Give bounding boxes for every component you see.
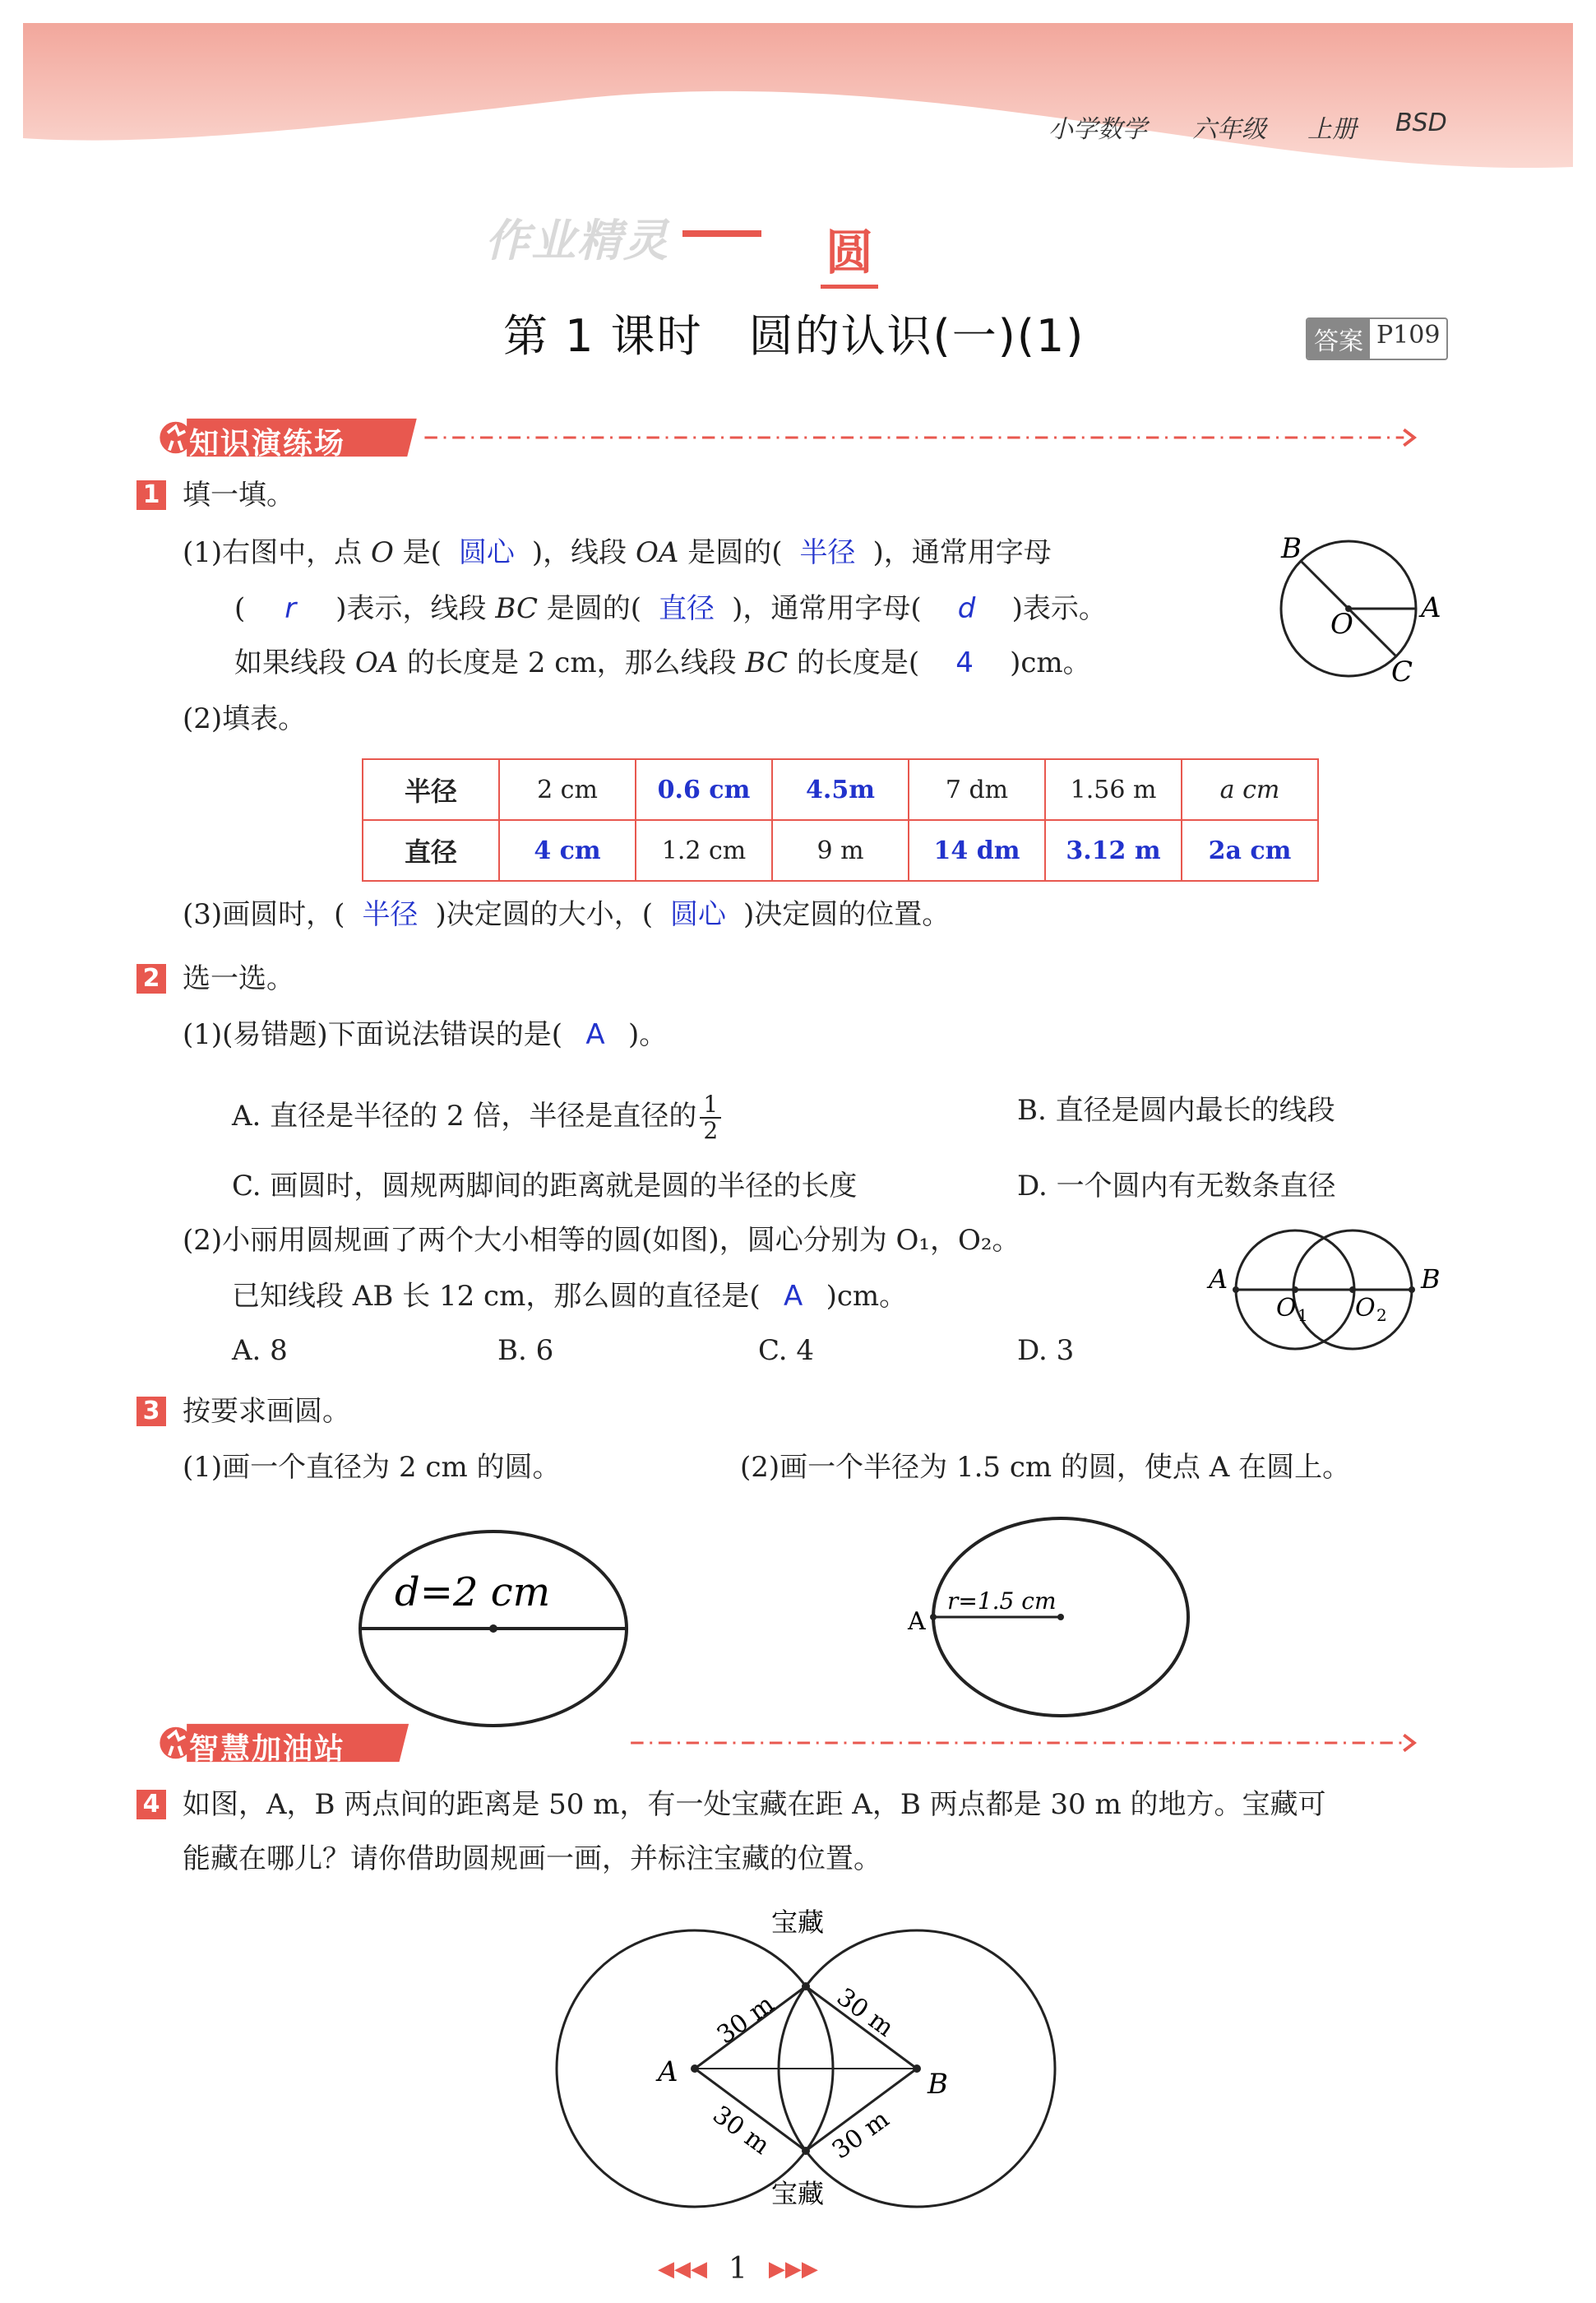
label-o1-sub: 1 [1298, 1305, 1308, 1325]
header-volume: 上册 [1307, 115, 1357, 144]
option-a: A. 8 [232, 1334, 288, 1367]
distance-label: 30 m [826, 2105, 895, 2166]
drawn-circle-diameter [349, 1522, 645, 1727]
label-a: A [908, 1607, 926, 1636]
row-header: 半径 [363, 759, 499, 820]
option-c: C. 画圆时，圆规两脚间的距离就是圆的半径的长度 [232, 1170, 858, 1202]
option-c: C. 4 [758, 1334, 815, 1367]
answer-blank: A [585, 1018, 605, 1051]
answer-page: P109 [1376, 321, 1441, 350]
label-o2: O [1355, 1294, 1376, 1323]
answer-blank: A [783, 1280, 803, 1313]
lesson-title: 第 1 课时 圆的认识(一)(1) [503, 310, 1085, 362]
answer-label: 答案 [1307, 319, 1370, 359]
answer-blank: r [285, 592, 297, 625]
page-footer [658, 2252, 818, 2286]
radius-label: r=1.5 cm [947, 1587, 1057, 1615]
unit-title: 圆 [821, 212, 878, 289]
table-cell: 2 cm [499, 759, 636, 820]
table-cell-answer: 4.5m [772, 759, 909, 820]
q3-p2: (2)画一个半径为 1.5 cm 的圆，使点 A 在圆上。 [740, 1451, 1351, 1484]
answer-blank: d [957, 592, 976, 625]
table-cell: 9 m [772, 820, 909, 881]
answer-blank: 圆心 [669, 898, 726, 931]
circle-figure-obc [1266, 526, 1455, 691]
header-subject: 小学数学 [1048, 115, 1147, 144]
answer-reference [1306, 317, 1448, 360]
nav-left-icon: ◀◀◀ [658, 2256, 707, 2282]
distance-label: 30 m [707, 2100, 775, 2161]
fraction-denominator: 2 [703, 1117, 719, 1144]
q2-p1: (1)(易错题)下面说法错误的是( A )。 [183, 1018, 668, 1051]
question-number: 2 [136, 964, 166, 994]
label-o1: O [1276, 1294, 1297, 1323]
q2-p2-line1: (2)小丽用圆规画了两个大小相等的圆(如图)，圆心分别为 O₁，O₂。 [183, 1224, 1020, 1257]
question-number: 3 [136, 1397, 166, 1426]
treasure-label-bottom: 宝藏 [771, 2178, 825, 2209]
fraction-numerator: 1 [700, 1092, 721, 1119]
header-band [23, 23, 1573, 175]
table-cell-answer: 4 cm [499, 820, 636, 881]
watermark-text: 作业精灵 [485, 215, 669, 266]
treasure-figure [551, 1908, 1061, 2221]
label-c: C [1391, 656, 1413, 688]
q3-p1: (1)画一个直径为 2 cm 的圆。 [183, 1451, 561, 1484]
option-b: B. 6 [497, 1334, 554, 1367]
q1-p1-line3: 如果线段 OA 的长度是 2 cm，那么线段 BC 的长度是( 4 )cm。 [234, 646, 1091, 679]
answer-blank: 半径 [799, 536, 856, 569]
distance-label: 30 m [711, 1990, 779, 2050]
answer-blank: 半径 [362, 898, 419, 931]
unit-dash [682, 230, 761, 237]
section-banner-challenge [132, 1721, 1447, 1767]
label-a: A [1421, 591, 1441, 624]
question-title: 选一选。 [183, 962, 294, 995]
table-cell: a cm [1182, 759, 1318, 820]
option-a: A. 直径是半径的 2 倍，半径是直径的 $\frac{1}{2}$ [232, 1092, 721, 1143]
table-cell: 1.2 cm [636, 820, 772, 881]
question-number: 4 [136, 1790, 166, 1819]
unit-number [699, 212, 700, 213]
q1-p1-line1: (1)右图中，点 O 是( 圆心 )，线段 OA 是圆的( 半径 )，通常用字母 [183, 536, 1052, 569]
option-d: D. 3 [1017, 1334, 1075, 1367]
question-number: 1 [136, 480, 166, 510]
section-banner-practice [132, 415, 1447, 461]
table-cell: 1.56 m [1045, 759, 1182, 820]
q4-line1: 如图，A，B 两点间的距离是 50 m，有一处宝藏在距 A，B 两点都是 30 m 的地方。宝藏可 [183, 1788, 1326, 1821]
header-edition: BSD [1395, 109, 1447, 137]
section-title: 知识演练场 [189, 427, 346, 461]
q2-p2-line2: 已知线段 AB 长 12 cm，那么圆的直径是( A )cm。 [232, 1280, 908, 1313]
q1-p1-line2: ( r )表示，线段 BC 是圆的( 直径 )，通常用字母( d )表示。 [234, 592, 1107, 625]
answer-blank: 直径 [659, 592, 715, 625]
label-a: A [658, 2055, 678, 2088]
table-cell: 7 dm [909, 759, 1045, 820]
label-b: B [928, 2068, 948, 2101]
option-b: B. 直径是圆内最长的线段 [1017, 1094, 1335, 1127]
answer-blank: 4 [955, 646, 974, 679]
table-cell-answer: 2a cm [1182, 820, 1318, 881]
q1-p3: (3)画圆时，( 半径 )决定圆的大小，( 圆心 )决定圆的位置。 [183, 898, 951, 931]
distance-label: 30 m [831, 1982, 900, 2043]
question-title: 填一填。 [183, 479, 294, 512]
table-row-radius [363, 759, 1318, 820]
label-o2-sub: 2 [1376, 1305, 1387, 1325]
row-header: 直径 [363, 820, 499, 881]
nav-right-icon: ▶▶▶ [768, 2256, 818, 2282]
radius-diameter-table [362, 758, 1319, 882]
q1-p2-label: (2)填表。 [183, 702, 307, 735]
table-cell-answer: 0.6 cm [636, 759, 772, 820]
page-number: 1 [729, 2252, 747, 2286]
question-title: 按要求画圆。 [183, 1395, 350, 1428]
section-title: 智慧加油站 [189, 1732, 346, 1766]
label-b: B [1281, 532, 1302, 565]
header-grade: 六年级 [1192, 115, 1266, 144]
diameter-label: d=2 cm [395, 1569, 551, 1615]
two-circles-figure [1200, 1224, 1447, 1355]
label-b: B [1421, 1263, 1441, 1295]
treasure-label-top: 宝藏 [771, 1908, 825, 1938]
option-d: D. 一个圆内有无数条直径 [1017, 1170, 1336, 1202]
q4-line2: 能藏在哪儿？请你借助圆规画一画，并标注宝藏的位置。 [183, 1842, 881, 1875]
table-cell-answer: 14 dm [909, 820, 1045, 881]
table-cell-answer: 3.12 m [1045, 820, 1182, 881]
label-a: A [1209, 1263, 1228, 1295]
label-o: O [1330, 608, 1353, 641]
answer-blank: 圆心 [458, 536, 515, 569]
table-row-diameter [363, 820, 1318, 881]
drawn-circle-radius [896, 1510, 1192, 1724]
